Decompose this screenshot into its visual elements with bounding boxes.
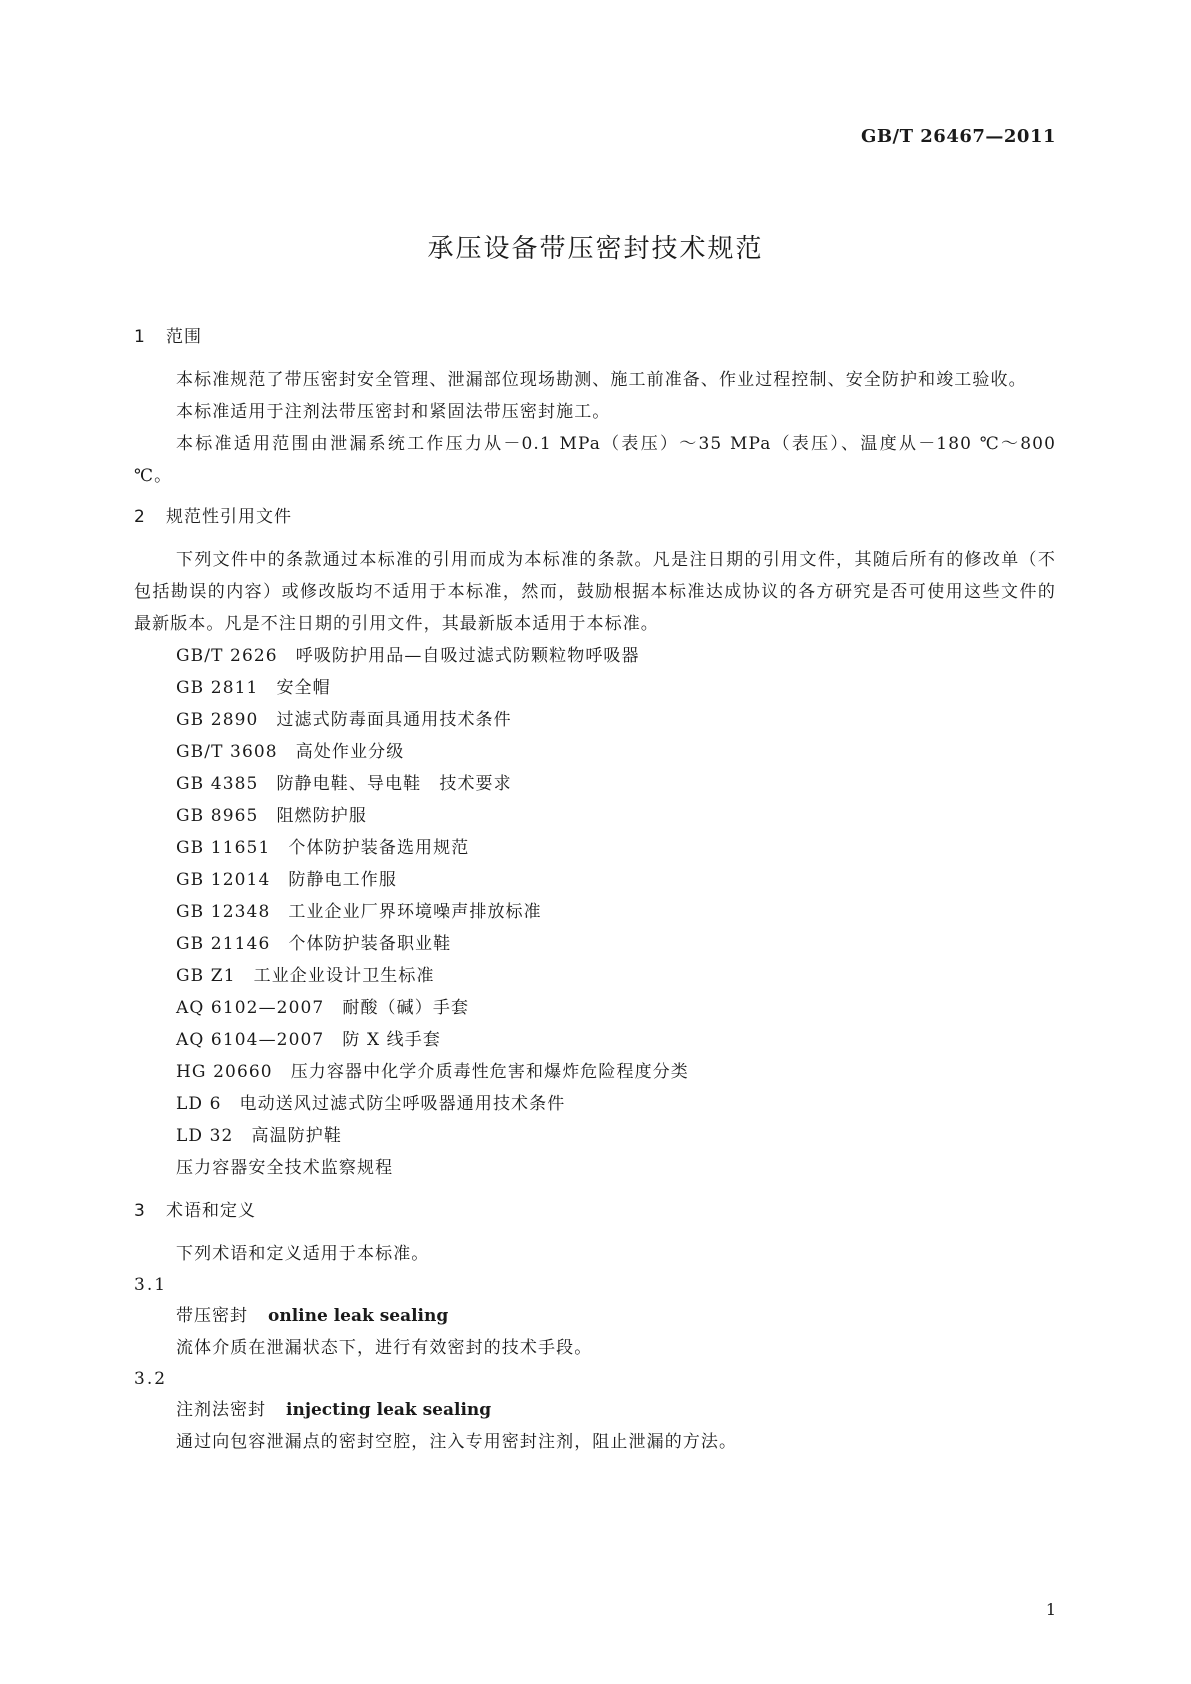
section-title: 规范性引用文件 (166, 507, 292, 527)
section-number: 1 (134, 327, 146, 347)
section-scope (134, 326, 1056, 492)
term-number: 3.2 (134, 1369, 168, 1389)
reference-name: 高温防护鞋 (251, 1126, 342, 1146)
reference-item (134, 704, 1056, 736)
section-title: 术语和定义 (166, 1201, 256, 1221)
term-name (134, 1394, 1056, 1426)
reference-item (134, 1120, 1056, 1152)
document-body (134, 326, 1056, 1472)
reference-item (134, 928, 1056, 960)
reference-name: 呼吸防护用品—自吸过滤式防颗粒物呼吸器 (295, 646, 640, 666)
reference-name: 阻燃防护服 (276, 806, 367, 826)
reference-code: GB/T 3608 (176, 742, 278, 762)
reference-name: 防静电工作服 (288, 870, 397, 890)
reference-item (134, 832, 1056, 864)
reference-item (134, 1024, 1056, 1056)
reference-item (134, 1056, 1056, 1088)
section-heading (134, 1200, 1056, 1222)
reference-code: GB 12348 (176, 902, 271, 922)
reference-name: 工业企业设计卫生标准 (253, 966, 435, 986)
reference-item (134, 896, 1056, 928)
section-heading (134, 506, 1056, 528)
reference-list (134, 640, 1056, 1184)
reference-name: 防静电鞋、导电鞋 技术要求 (276, 774, 512, 794)
reference-item (134, 960, 1056, 992)
reference-name: 个体防护装备职业鞋 (288, 934, 452, 954)
section-title: 范围 (166, 327, 202, 347)
standard-code: GB/T 26467—2011 (860, 126, 1056, 147)
reference-name: 个体防护装备选用规范 (288, 838, 470, 858)
term-number: 3.1 (134, 1275, 168, 1295)
reference-item (134, 1152, 1056, 1184)
reference-name: 压力容器安全技术监察规程 (176, 1158, 394, 1178)
term-definition: 流体介质在泄漏状态下，进行有效密封的技术手段。 (176, 1338, 593, 1358)
reference-code: HG 20660 (176, 1062, 273, 1082)
term-name-zh: 带压密封 (176, 1306, 248, 1326)
paragraph: 下列文件中的条款通过本标准的引用而成为本标准的条款。凡是注日期的引用文件，其随后所有的修改单（不包括勘误的内容）或修改版均不适用于本标准，然而，鼓励根据本标准达成协议的各方研究是否可使用这些文件的最新版本。凡是不注日期的引用文件，其最新版本适用于本标准。 (134, 550, 1056, 634)
reference-item (134, 736, 1056, 768)
paragraph: 本标准适用于注剂法带压密封和紧固法带压密封施工。 (176, 402, 611, 422)
reference-code: GB 8965 (176, 806, 259, 826)
term-name-en: injecting leak sealing (286, 1400, 492, 1420)
section-number: 2 (134, 507, 146, 527)
reference-code: GB 2811 (176, 678, 259, 698)
section-normative-references (134, 506, 1056, 1184)
reference-code: AQ 6102—2007 (176, 998, 325, 1018)
paragraph: 本标准适用范围由泄漏系统工作压力从－0.1 MPa（表压）～35 MPa（表压）、温度从－180 ℃～800 ℃。 (134, 434, 1056, 486)
reference-item (134, 640, 1056, 672)
reference-item (134, 864, 1056, 896)
reference-code: GB 11651 (176, 838, 271, 858)
reference-name: 过滤式防毒面具通用技术条件 (276, 710, 512, 730)
document-title: 承压设备带压密封技术规范 (427, 234, 764, 264)
reference-name: 电动送风过滤式防尘呼吸器通用技术条件 (239, 1094, 566, 1114)
reference-code: LD 6 (176, 1094, 222, 1114)
reference-item (134, 800, 1056, 832)
paragraph: 下列术语和定义适用于本标准。 (176, 1244, 430, 1264)
reference-name: 高处作业分级 (295, 742, 405, 762)
reference-code: LD 32 (176, 1126, 234, 1146)
reference-item (134, 1088, 1056, 1120)
section-terms-definitions (134, 1200, 1056, 1458)
reference-code: GB/T 2626 (176, 646, 278, 666)
term-name-zh: 注剂法密封 (176, 1400, 266, 1420)
reference-item (134, 768, 1056, 800)
reference-code: GB 21146 (176, 934, 271, 954)
section-heading (134, 326, 1056, 348)
term-entry (134, 1270, 1056, 1364)
reference-name: 防 X 线手套 (342, 1030, 441, 1050)
reference-code: GB 4385 (176, 774, 259, 794)
reference-name: 安全帽 (276, 678, 331, 698)
term-name-en: online leak sealing (268, 1306, 449, 1326)
term-entry (134, 1364, 1056, 1458)
reference-item (134, 992, 1056, 1024)
reference-code: GB 12014 (176, 870, 271, 890)
reference-code: AQ 6104—2007 (176, 1030, 325, 1050)
section-number: 3 (134, 1201, 146, 1221)
page-number: 1 (1045, 1600, 1056, 1619)
reference-code: GB 2890 (176, 710, 259, 730)
reference-name: 工业企业厂界环境噪声排放标准 (288, 902, 542, 922)
paragraph: 本标准规范了带压密封安全管理、泄漏部位现场勘测、施工前准备、作业过程控制、安全防护和竣工验收。 (176, 370, 1027, 390)
term-definition: 通过向包容泄漏点的密封空腔，注入专用密封注剂，阻止泄漏的方法。 (176, 1432, 738, 1452)
reference-code: GB Z1 (176, 966, 236, 986)
reference-name: 压力容器中化学介质毒性危害和爆炸危险程度分类 (290, 1062, 689, 1082)
term-name (134, 1300, 1056, 1332)
reference-name: 耐酸（碱）手套 (342, 998, 470, 1018)
reference-item (134, 672, 1056, 704)
